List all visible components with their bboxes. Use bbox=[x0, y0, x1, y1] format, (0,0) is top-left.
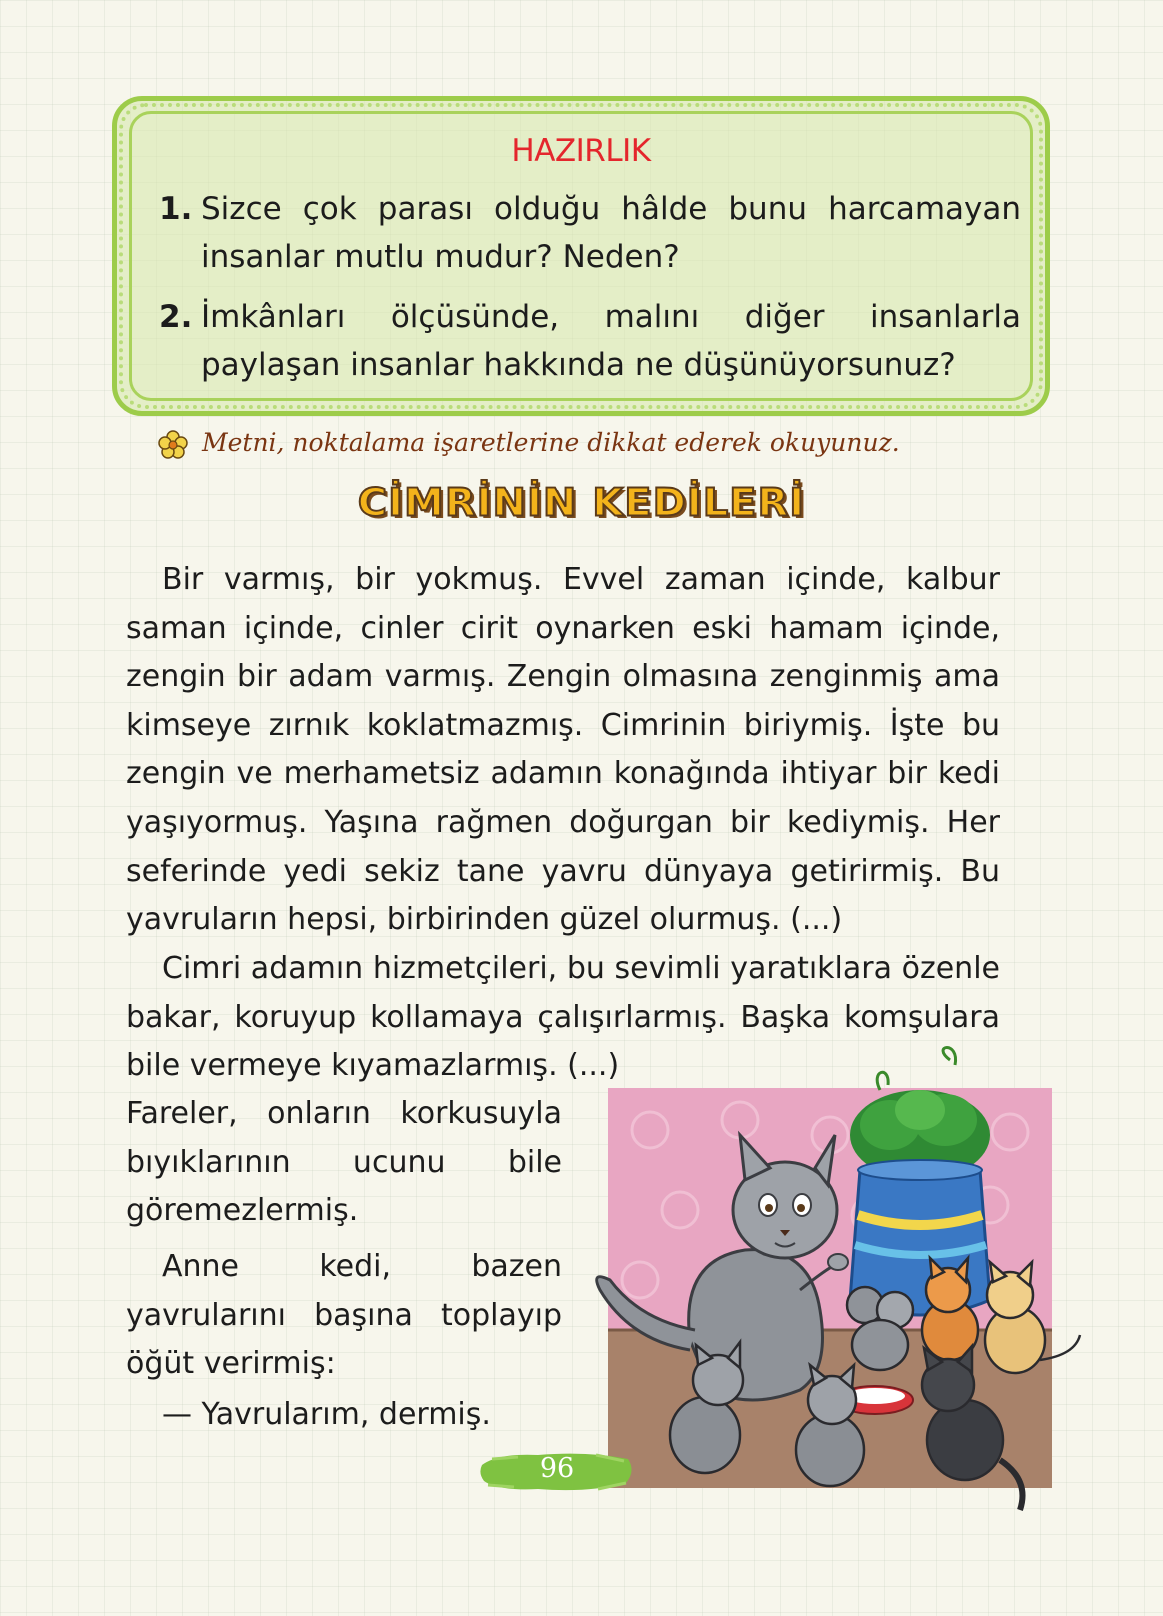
question-1 bbox=[159, 185, 1021, 281]
instruction-text: Metni, noktalama işaretlerine dikkat ederek okuyunuz. bbox=[202, 428, 900, 457]
story-paragraph-2: Cimri adamın hizmetçileri, bu sevimli yaratıklara özenle bakar, koruyup kollamaya çalışırlarmış. Başka komşulara bile vermeye kıyamazlarmış. (...) bbox=[126, 951, 1000, 1084]
question-2 bbox=[159, 293, 1021, 389]
question-text: Sizce çok parası olduğu hâlde bunu harcamayan insanlar mutlu mudur? Neden? bbox=[201, 191, 1021, 275]
story-paragraph-3: Fareler, onların korkusuyla bıyıklarının ucunu bile göremezlermiş. bbox=[126, 1096, 562, 1229]
preparation-box bbox=[112, 96, 1050, 416]
question-text: İmkânları ölçüsünde, malını diğer insanlarla paylaşan insanlar hakkında ne düşünüyorsunuz? bbox=[201, 299, 1021, 383]
preparation-title: HAZIRLIK bbox=[511, 133, 651, 169]
page-number: 96 bbox=[539, 1453, 575, 1484]
question-number: 1. bbox=[159, 191, 193, 227]
story-title-text: CİMRİNİN KEDİLERİ bbox=[357, 481, 806, 525]
story-paragraph-4: Anne kedi, bazen yavrularını başına toplayıp öğüt verirmiş: bbox=[126, 1249, 562, 1382]
story-title bbox=[0, 480, 1163, 526]
page-number-badge bbox=[478, 1445, 636, 1497]
flower-icon bbox=[158, 430, 188, 460]
cat-family-illustration bbox=[570, 1040, 1090, 1516]
story-paragraph-5: — Yavrularım, dermiş. bbox=[162, 1397, 491, 1432]
story-paragraph-1: Bir varmış, bir yokmuş. Evvel zaman içinde, kalbur saman içinde, cinler cirit oynarken eski hamam içinde, zengin bir adam varmış. Zengin olmasına zenginmiş ama kimseye zırnık koklatmazmış. Cimrinin biriymiş. İşte bu zengin ve merhametsiz adamın konağında ihtiyar bir kedi yaşıyormuş. Yaşına rağmen doğurgan bir kediymiş. Her seferinde yedi sekiz tane yavru dünyaya getirirmiş. Bu yavruların hepsi, birbirinden güzel olurmuş. (...) bbox=[126, 562, 1000, 938]
question-number: 2. bbox=[159, 299, 193, 335]
reading-instruction bbox=[158, 426, 1018, 466]
